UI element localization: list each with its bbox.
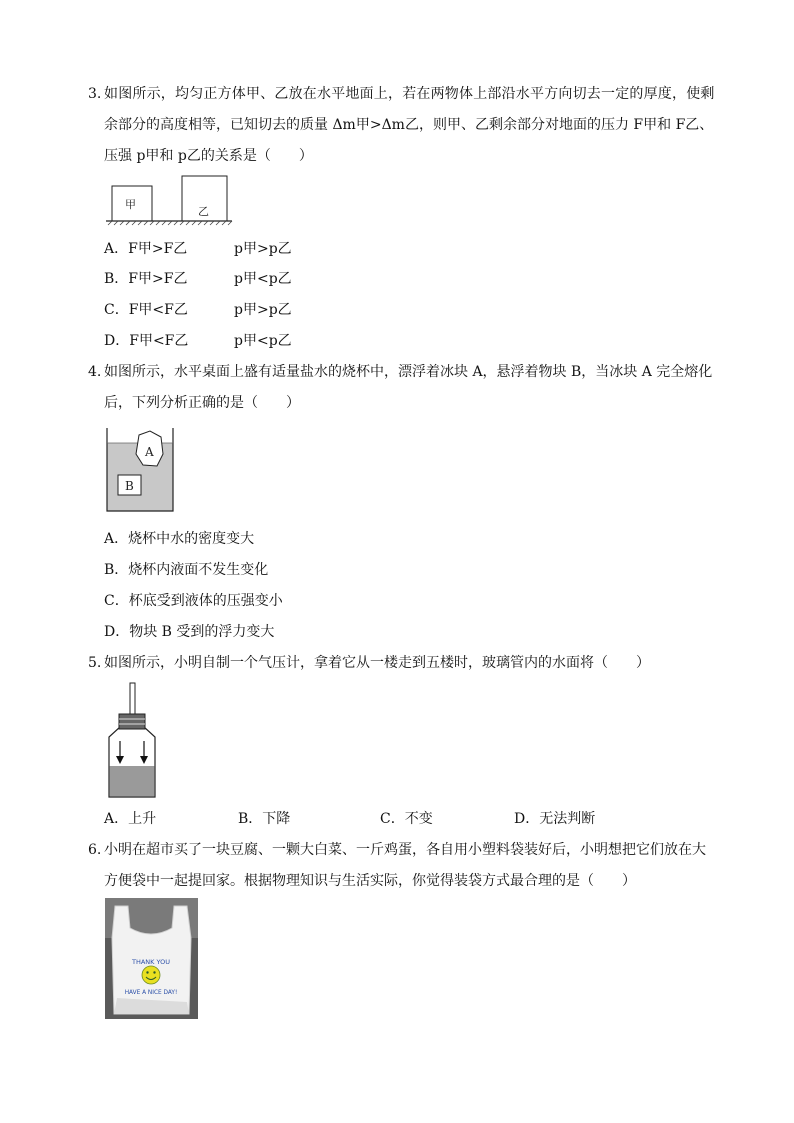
- ice-block-a-label: A: [145, 445, 154, 459]
- question-4-line-1: 如图所示，水平桌面上盛有适量盐水的烧杯中，漂浮着冰块 A，悬浮着物块 B，当冰块 A 完全熔化: [104, 364, 713, 380]
- cube-jia-label: 甲: [125, 198, 136, 211]
- smiley-right-eye: [153, 971, 155, 973]
- ground-hatch-mark: [216, 221, 220, 225]
- ground-hatch-mark: [168, 221, 172, 225]
- ground-hatch-mark: [132, 221, 136, 225]
- block-b-label: B: [125, 479, 134, 493]
- question-3-figure: [106, 175, 236, 225]
- q4-option-b[interactable]: [104, 560, 268, 580]
- ground-hatch-mark: [138, 221, 142, 225]
- q3-option-a-text2: p甲>p乙: [234, 241, 292, 257]
- q3-option-c-text1: F甲<F乙: [128, 302, 188, 318]
- q5-option-a[interactable]: [104, 809, 156, 829]
- ground-hatch-mark: [186, 221, 190, 225]
- q4-option-c[interactable]: [104, 591, 283, 611]
- ground-hatch-mark: [198, 221, 202, 225]
- bag-text-bottom: HAVE A NICE DAY!: [124, 990, 178, 996]
- q3-option-a-key: A．: [104, 241, 129, 257]
- q3-option-d-text2: p甲<p乙: [234, 333, 292, 349]
- q5-option-d-text: 无法判断: [539, 811, 596, 827]
- q3-option-d-key: D．: [104, 333, 130, 349]
- q3-option-b-text1: F甲>F乙: [128, 271, 188, 287]
- ground-hatch-mark: [222, 221, 226, 225]
- ground-hatch-mark: [174, 221, 178, 225]
- q3-option-b-text2: p甲<p乙: [234, 271, 292, 287]
- smiley-icon: [142, 966, 160, 984]
- q4-option-a[interactable]: [104, 529, 254, 549]
- q4-option-d-text: 物块 B 受到的浮力变大: [129, 624, 275, 640]
- q5-option-a-key: A．: [104, 811, 129, 827]
- q5-option-b-text: 下降: [262, 811, 291, 827]
- question-4-beaker-figure: [105, 428, 177, 514]
- bag-text-top: THANK YOU: [132, 958, 170, 966]
- question-4-line-2: 后，下列分析正确的是（ ）: [104, 395, 300, 411]
- question-6-line-1: 小明在超市买了一块豆腐、一颗大白菜、一斤鸡蛋，各自用小塑料袋装好后，小明想把它们放在大: [104, 842, 706, 858]
- question-6-number: 6.: [88, 842, 102, 858]
- question-6-bag-photo: [105, 898, 198, 1019]
- q3-option-d[interactable]: [104, 331, 188, 351]
- q4-option-c-key: C．: [104, 593, 129, 609]
- ground-hatch-mark: [120, 221, 124, 225]
- ground-hatch-mark: [114, 221, 118, 225]
- question-5-line-1: 如图所示，小明自制一个气压计，拿着它从一楼走到五楼时，玻璃管内的水面将（ ）: [104, 655, 650, 671]
- ground-hatch-mark: [180, 221, 184, 225]
- ground-hatch-mark: [108, 221, 112, 225]
- q5-option-d-key: D．: [514, 811, 540, 827]
- ground-hatch-mark: [144, 221, 148, 225]
- q5-option-c-text: 不变: [404, 811, 433, 827]
- question-4-number: 4.: [88, 364, 102, 380]
- ground-hatch-mark: [126, 221, 130, 225]
- q4-option-d-key: D．: [104, 624, 130, 640]
- ground-hatch: [108, 221, 232, 225]
- bottle-water: [110, 766, 155, 796]
- q4-option-d[interactable]: [104, 622, 274, 642]
- question-3-number: 3.: [88, 86, 102, 102]
- ground-hatch-mark: [228, 221, 232, 225]
- q5-option-b[interactable]: [238, 809, 290, 829]
- q5-option-d[interactable]: [514, 809, 595, 829]
- cube-yi-label: 乙: [198, 205, 209, 218]
- question-3-line-1: 如图所示，均匀正方体甲、乙放在水平地面上，若在两物体上部沿水平方向切去一定的厚度，使剩: [104, 86, 715, 102]
- q5-option-a-text: 上升: [128, 811, 157, 827]
- q5-option-b-key: B．: [238, 811, 263, 827]
- q5-option-c[interactable]: [380, 809, 433, 829]
- question-5-number: 5.: [88, 655, 102, 671]
- ground-hatch-mark: [192, 221, 196, 225]
- ground-hatch-mark: [204, 221, 208, 225]
- q3-option-c-text2: p甲>p乙: [234, 302, 292, 318]
- q3-option-b[interactable]: [104, 269, 187, 289]
- ground-hatch-mark: [210, 221, 214, 225]
- q5-option-c-key: C．: [380, 811, 405, 827]
- q3-option-c-key: C．: [104, 302, 129, 318]
- q3-option-c[interactable]: [104, 300, 188, 320]
- q3-option-b-key: B．: [104, 271, 129, 287]
- q3-option-d-text1: F甲<F乙: [129, 333, 189, 349]
- q4-option-b-key: B．: [104, 562, 129, 578]
- question-6-line-2: 方便袋中一起提回家。根据物理知识与生活实际，你觉得装袋方式最合理的是（ ）: [104, 873, 636, 889]
- q3-option-a[interactable]: [104, 239, 187, 259]
- q4-option-a-text: 烧杯中水的密度变大: [128, 531, 255, 547]
- ground-hatch-mark: [150, 221, 154, 225]
- question-3-line-3: 压强 p甲和 p乙的关系是（ ）: [104, 148, 313, 164]
- stopper: [119, 714, 145, 729]
- q4-option-b-text: 烧杯内液面不发生变化: [128, 562, 269, 578]
- smiley-left-eye: [146, 971, 148, 973]
- question-5-barometer-figure: [106, 683, 166, 801]
- q4-option-c-text: 杯底受到液体的压强变小: [128, 593, 283, 609]
- q4-option-a-key: A．: [104, 531, 129, 547]
- ground-hatch-mark: [156, 221, 160, 225]
- q3-option-a-text1: F甲>F乙: [128, 241, 188, 257]
- question-3-line-2: 余部分的高度相等，已知切去的质量 Δm甲>Δm乙，则甲、乙剩余部分对地面的压力 F甲和 F乙、: [104, 117, 714, 133]
- ground-hatch-mark: [162, 221, 166, 225]
